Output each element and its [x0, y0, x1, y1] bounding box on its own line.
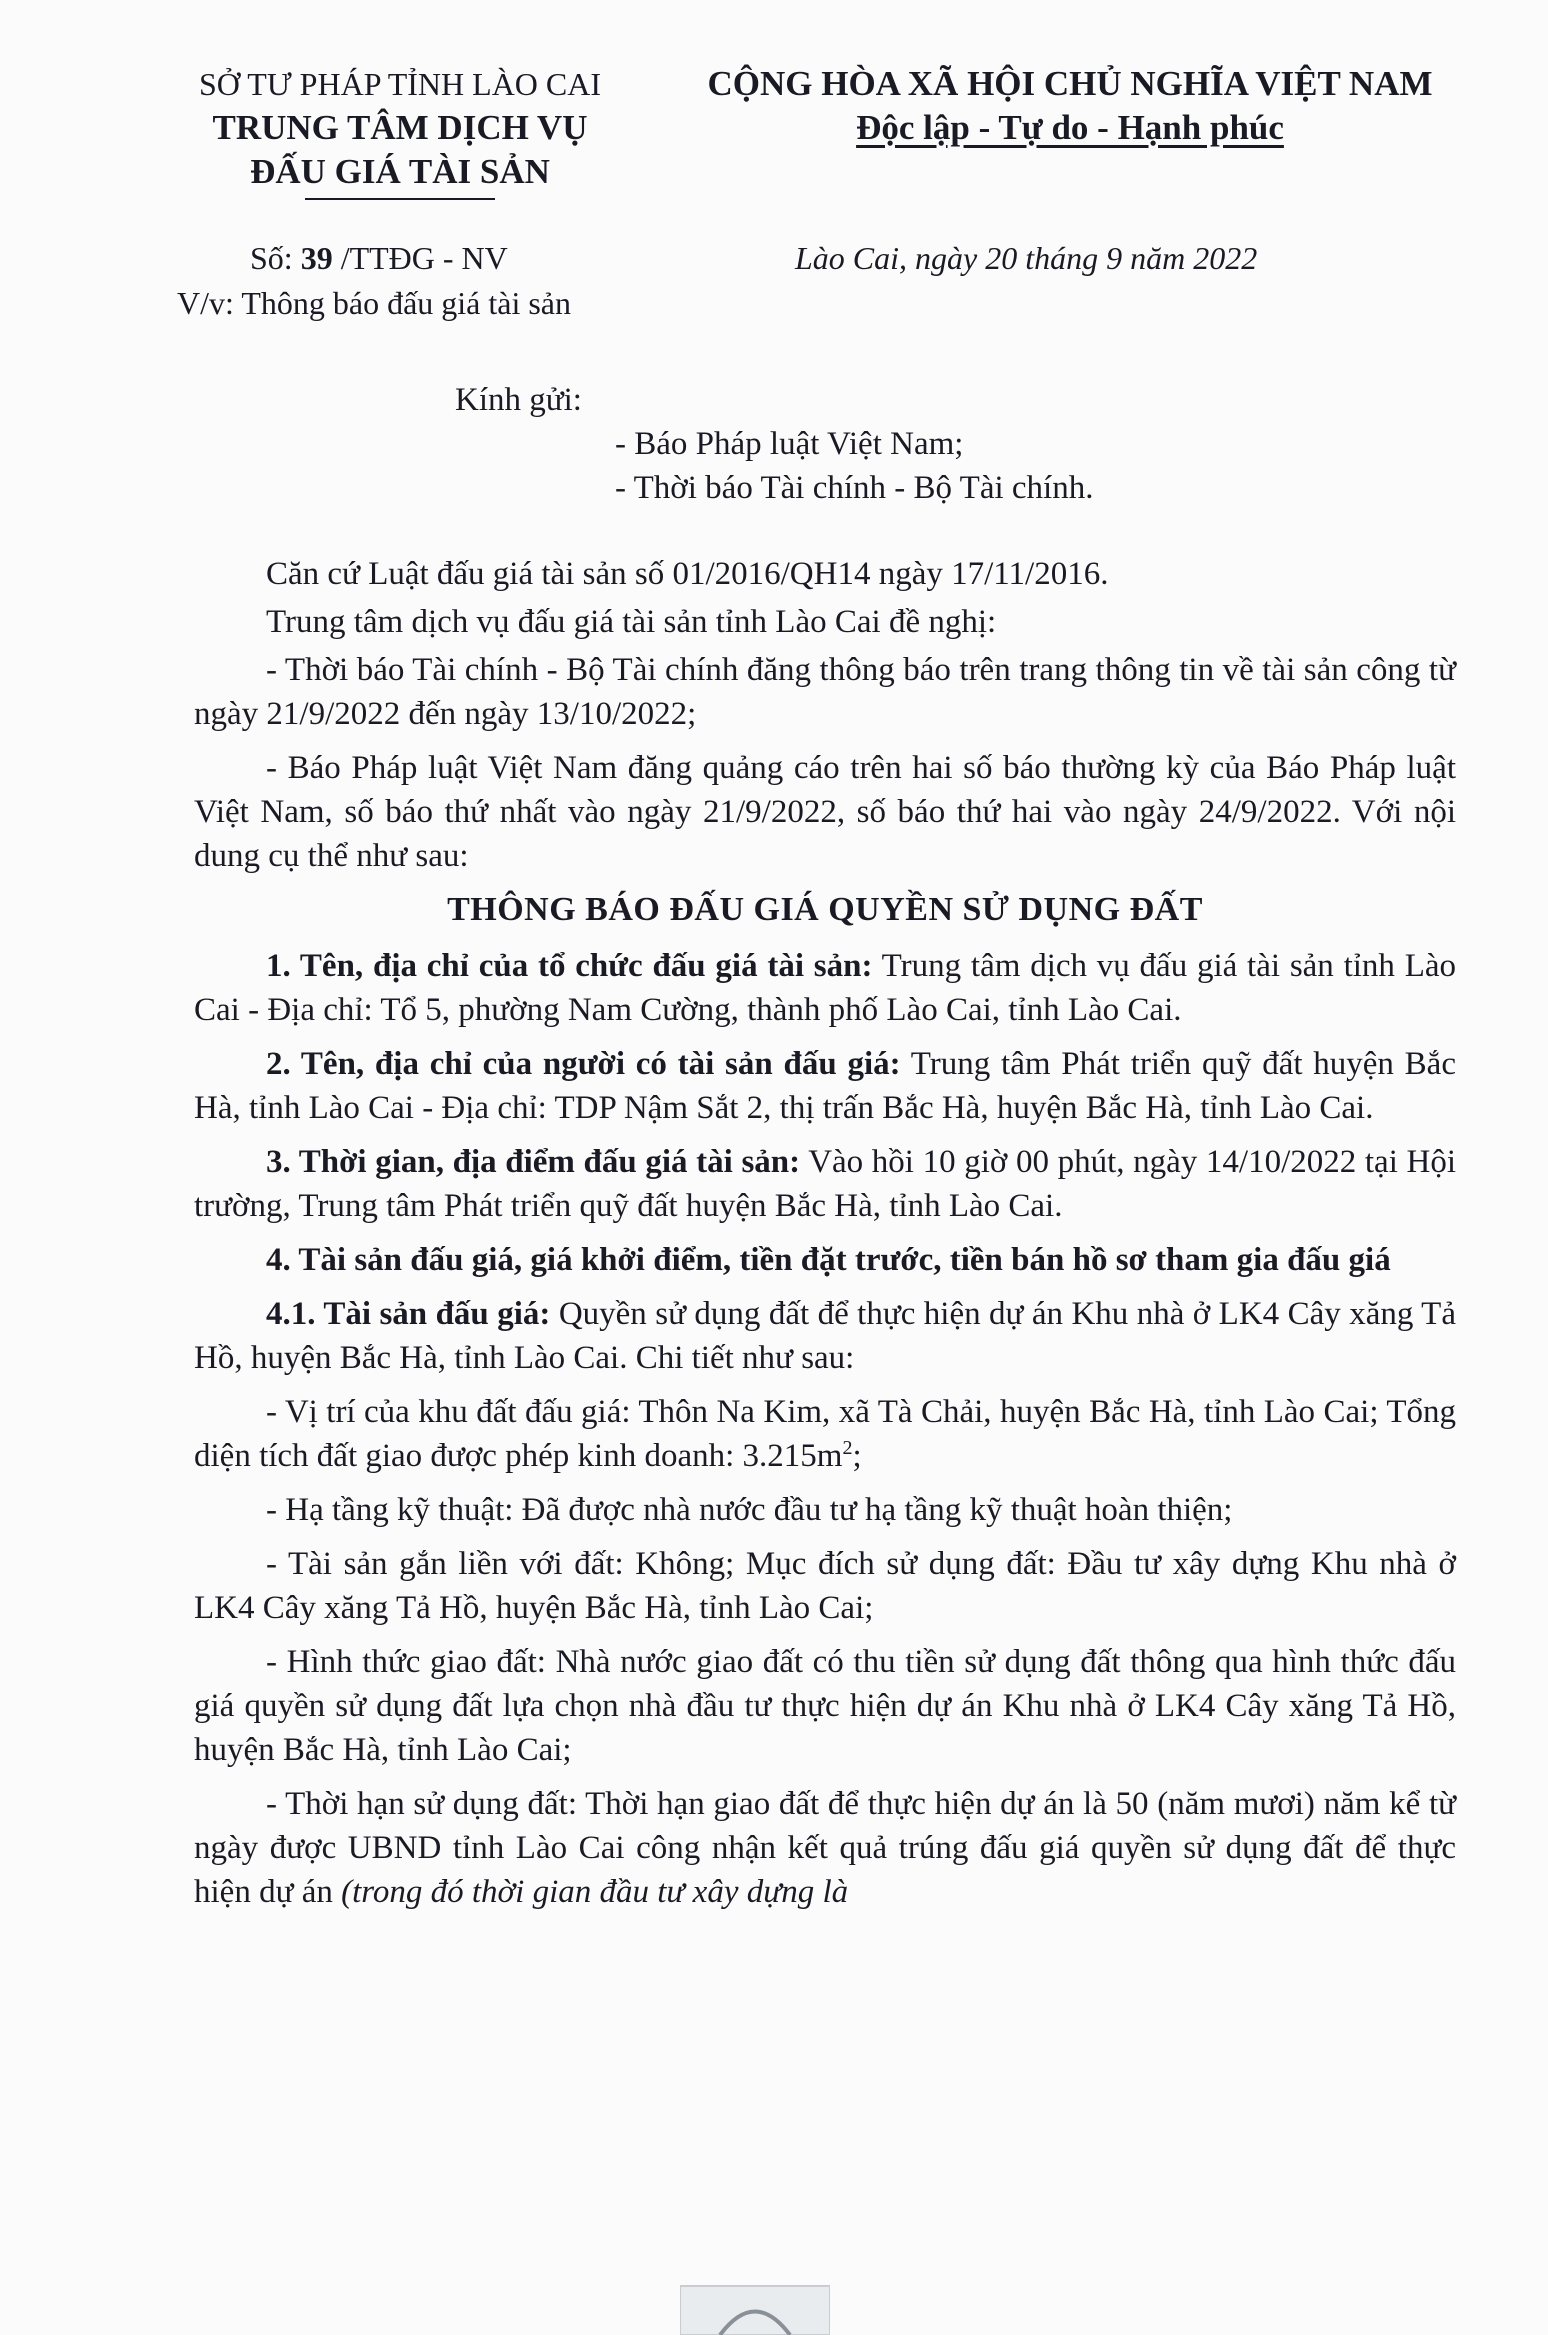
notice-title: THÔNG BÁO ĐẤU GIÁ QUYỀN SỬ DỤNG ĐẤT — [447, 891, 1203, 928]
org-name-line1: TRUNG TÂM DỊCH VỤ — [212, 108, 588, 147]
section-2-label: 2. Tên, địa chỉ của người có tài sản đấu giá: — [266, 1046, 901, 1082]
section-2-text: Trung tâm Phát triển quỹ đất huyện Bắc Hà, tỉnh Lào Cai - Địa chỉ: TDP Nậm Sắt 2, thị trấn Bắc Hà, huyện Bắc Hà, tỉnh Lào Cai. — [194, 1046, 1456, 1126]
national-motto: Độc lập - Tự do - Hạnh phúc — [856, 108, 1284, 147]
date-line: Lào Cai, ngày 20 tháng 9 năm 2022 — [795, 240, 1258, 276]
section-1-text: Trung tâm dịch vụ đấu giá tài sản tỉnh Lào Cai - Địa chỉ: Tổ 5, phường Nam Cường, thành phố Lào Cai, tỉnh Lào Cai. — [194, 948, 1456, 1028]
doc-number-suffix: /TTĐG - NV — [332, 240, 508, 276]
section-1 — [194, 944, 1456, 1032]
recipients-label: Kính gửi: — [455, 382, 582, 418]
area-unit-superscript: 2 — [842, 1437, 853, 1459]
section-4-label: 4. Tài sản đấu giá, giá khởi điểm, tiền đặt trước, tiền bán hồ sơ tham gia đấu giá — [266, 1242, 1391, 1278]
nation-name: CỘNG HÒA XÃ HỘI CHỦ NGHĨA VIỆT NAM — [707, 64, 1433, 103]
section-3-text: Vào hồi 10 giờ 00 phút, ngày 14/10/2022 tại Hội trường, Trung tâm Phát triển quỹ đất huyện Bắc Hà, tỉnh Lào Cai. — [194, 1144, 1456, 1224]
detail-land-use-term — [194, 1782, 1456, 1914]
detail-attached-assets: - Tài sản gắn liền với đất: Không; Mục đích sử dụng đất: Đầu tư xây dựng Khu nhà ở LK4 Cây xăng Tả Hồ, huyện Bắc Hà, tỉnh Lào Cai; — [194, 1546, 1456, 1626]
doc-number-prefix: Số: — [250, 240, 301, 276]
recipients-block — [455, 378, 1093, 510]
request-intro: Trung tâm dịch vụ đấu giá tài sản tỉnh Lào Cai đề nghị: — [266, 604, 997, 640]
section-4-1 — [194, 1292, 1456, 1380]
section-3-label: 3. Thời gian, địa điểm đấu giá tài sản: — [266, 1144, 801, 1180]
detail-land-use-term-text: - Thời hạn sử dụng đất: Thời hạn giao đất để thực hiện dự án là 50 (năm mươi) năm kể từ ngày được UBND tỉnh Lào Cai công nhận kết quả trúng đấu giá quyền sử dụng đất để thực hiện dự án — [194, 1786, 1456, 1910]
detail-location-text: - Vị trí của khu đất đấu giá: Thôn Na Kim, xã Tà Chải, huyện Bắc Hà, tỉnh Lào Cai; Tổng diện tích đất giao được phép kinh doanh: 3.215m — [194, 1394, 1456, 1474]
recipient-item: - Báo Pháp luật Việt Nam; — [615, 426, 964, 462]
section-4 — [194, 1238, 1456, 1282]
section-3 — [194, 1140, 1456, 1228]
request-item-thoi-bao: - Thời báo Tài chính - Bộ Tài chính đăng thông báo trên trang thông tin về tài sản công từ ngày 21/9/2022 đến ngày 13/10/2022; — [194, 652, 1456, 732]
request-item-phap-luat: - Báo Pháp luật Việt Nam đăng quảng cáo trên hai số báo thường kỳ của Báo Pháp luật Việt Nam, số báo thứ nhất vào ngày 21/9/2022, số báo thứ hai vào ngày 24/9/2022. Với nội dung cụ thể như sau: — [194, 750, 1456, 874]
issuing-organization — [140, 62, 660, 200]
detail-infrastructure: - Hạ tầng kỹ thuật: Đã được nhà nước đầu tư hạ tầng kỹ thuật hoàn thiện; — [266, 1492, 1233, 1528]
legal-basis: Căn cứ Luật đấu giá tài sản số 01/2016/QH14 ngày 17/11/2016. — [266, 556, 1109, 592]
national-header — [665, 62, 1475, 150]
detail-allocation-form: - Hình thức giao đất: Nhà nước giao đất có thu tiền sử dụng đất thông qua hình thức đấu giá quyền sử dụng đất lựa chọn nhà đầu tư thực hiện dự án Khu nhà ở LK4 Cây xăng Tả Hồ, huyện Bắc Hà, tỉnh Lào Cai; — [194, 1644, 1456, 1768]
page-number-stamp — [680, 2278, 830, 2335]
document-body — [194, 552, 1456, 1924]
section-4-1-text: Quyền sử dụng đất để thực hiện dự án Khu nhà ở LK4 Cây xăng Tả Hồ, huyện Bắc Hà, tỉnh Lào Cai. Chi tiết như sau: — [194, 1296, 1456, 1376]
document-subject: V/v: Thông báo đấu giá tài sản — [177, 285, 571, 321]
doc-number-value: 39 — [300, 240, 333, 276]
org-parent-name: SỞ TƯ PHÁP TỈNH LÀO CAI — [198, 66, 602, 102]
section-4-1-label: 4.1. Tài sản đấu giá: — [266, 1296, 551, 1332]
section-2 — [194, 1042, 1456, 1130]
org-name-line2: ĐẤU GIÁ TÀI SẢN — [250, 152, 550, 191]
document-number — [250, 240, 508, 277]
org-underline — [305, 198, 495, 200]
detail-land-use-term-italic: (trong đó thời gian đầu tư xây dựng là — [341, 1874, 849, 1910]
detail-location-end: ; — [852, 1438, 862, 1474]
recipient-item: - Thời báo Tài chính - Bộ Tài chính. — [615, 470, 1094, 506]
section-1-label: 1. Tên, địa chỉ của tổ chức đấu giá tài sản: — [266, 948, 873, 984]
detail-location — [194, 1390, 1456, 1478]
